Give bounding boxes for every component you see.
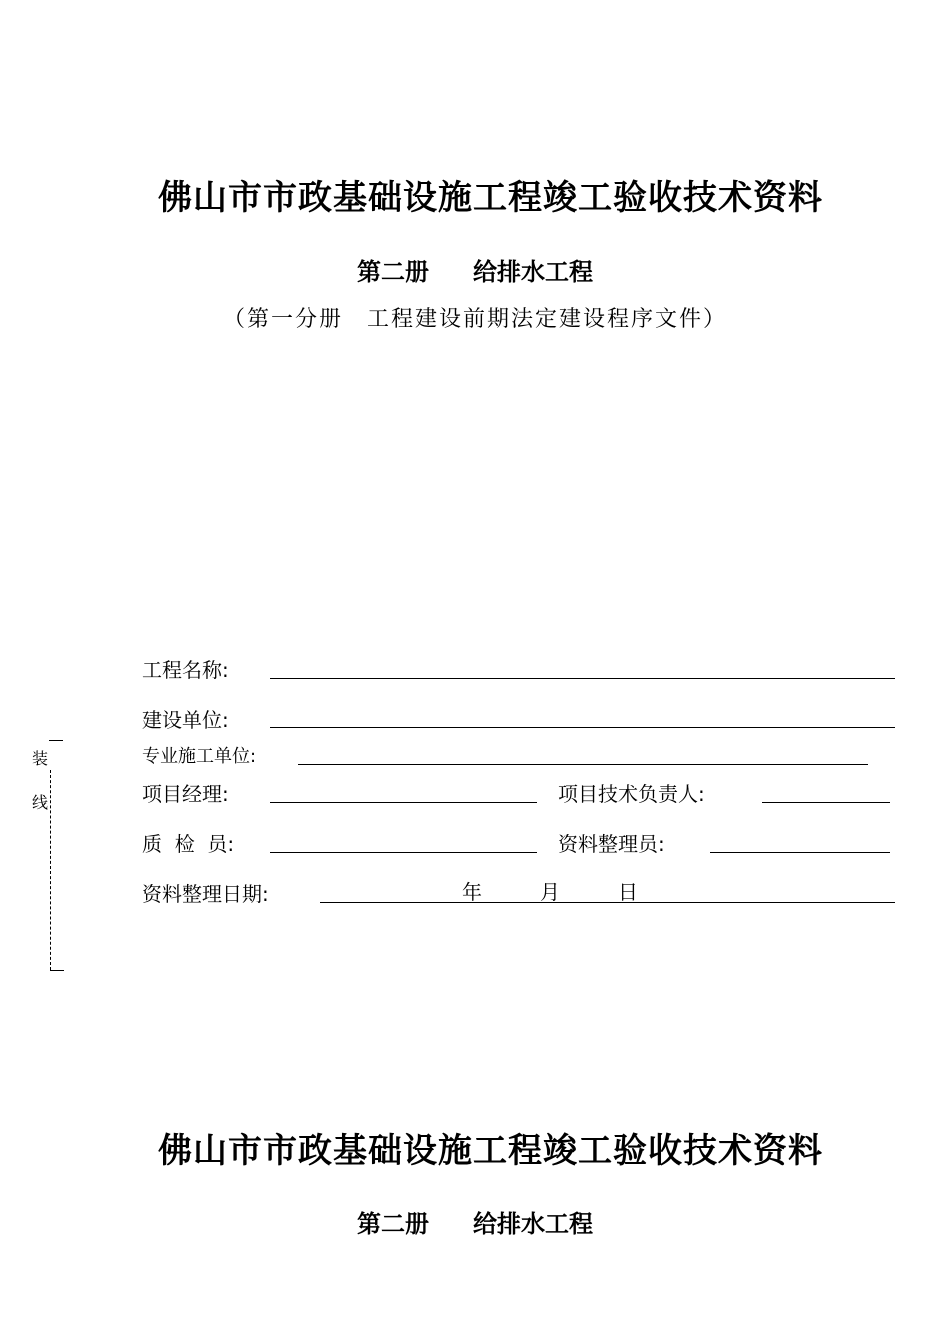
date-day-label: 日 (618, 880, 638, 904)
date-label: 资料整理日期: (142, 882, 269, 906)
inspector-label: 质 检 员: (142, 832, 235, 856)
project-manager-label: 项目经理: (142, 782, 229, 806)
contractor-label: 专业施工单位: (142, 746, 257, 767)
repeat-volume-number: 第二册 (357, 1210, 429, 1238)
document-subtitle: （第一分册 工程建设前期法定建设程序文件） (222, 307, 727, 332)
date-year-label: 年 (462, 880, 482, 904)
document-title: 佛山市市政基础设施工程竣工验收技术资料 (158, 178, 823, 218)
binding-top-tick (49, 740, 63, 741)
volume-number: 第二册 (357, 258, 429, 286)
binding-dashed-line (50, 770, 51, 970)
repeat-document-title: 佛山市市政基础设施工程竣工验收技术资料 (158, 1131, 823, 1171)
contractor-field[interactable] (298, 764, 868, 765)
date-month-label: 月 (540, 880, 560, 904)
volume-subject: 给排水工程 (473, 258, 593, 286)
binding-xian-text: 线 (32, 793, 49, 812)
project-name-field[interactable] (270, 678, 895, 679)
builder-label: 建设单位: (142, 708, 229, 732)
repeat-volume-heading (0, 1204, 950, 1239)
volume-heading (0, 252, 950, 287)
archivist-field[interactable] (710, 852, 890, 853)
tech-lead-field[interactable] (762, 802, 890, 803)
binding-zhuang-text: 装 (32, 749, 49, 768)
project-name-label: 工程名称: (142, 658, 229, 682)
binding-bottom-tick (50, 970, 64, 971)
archivist-label: 资料整理员: (558, 832, 665, 856)
builder-field[interactable] (270, 727, 895, 728)
project-manager-field[interactable] (270, 802, 537, 803)
inspector-field[interactable] (270, 852, 537, 853)
tech-lead-label: 项目技术负责人: (558, 782, 705, 806)
date-field[interactable] (320, 902, 895, 903)
repeat-volume-subject: 给排水工程 (473, 1210, 593, 1238)
